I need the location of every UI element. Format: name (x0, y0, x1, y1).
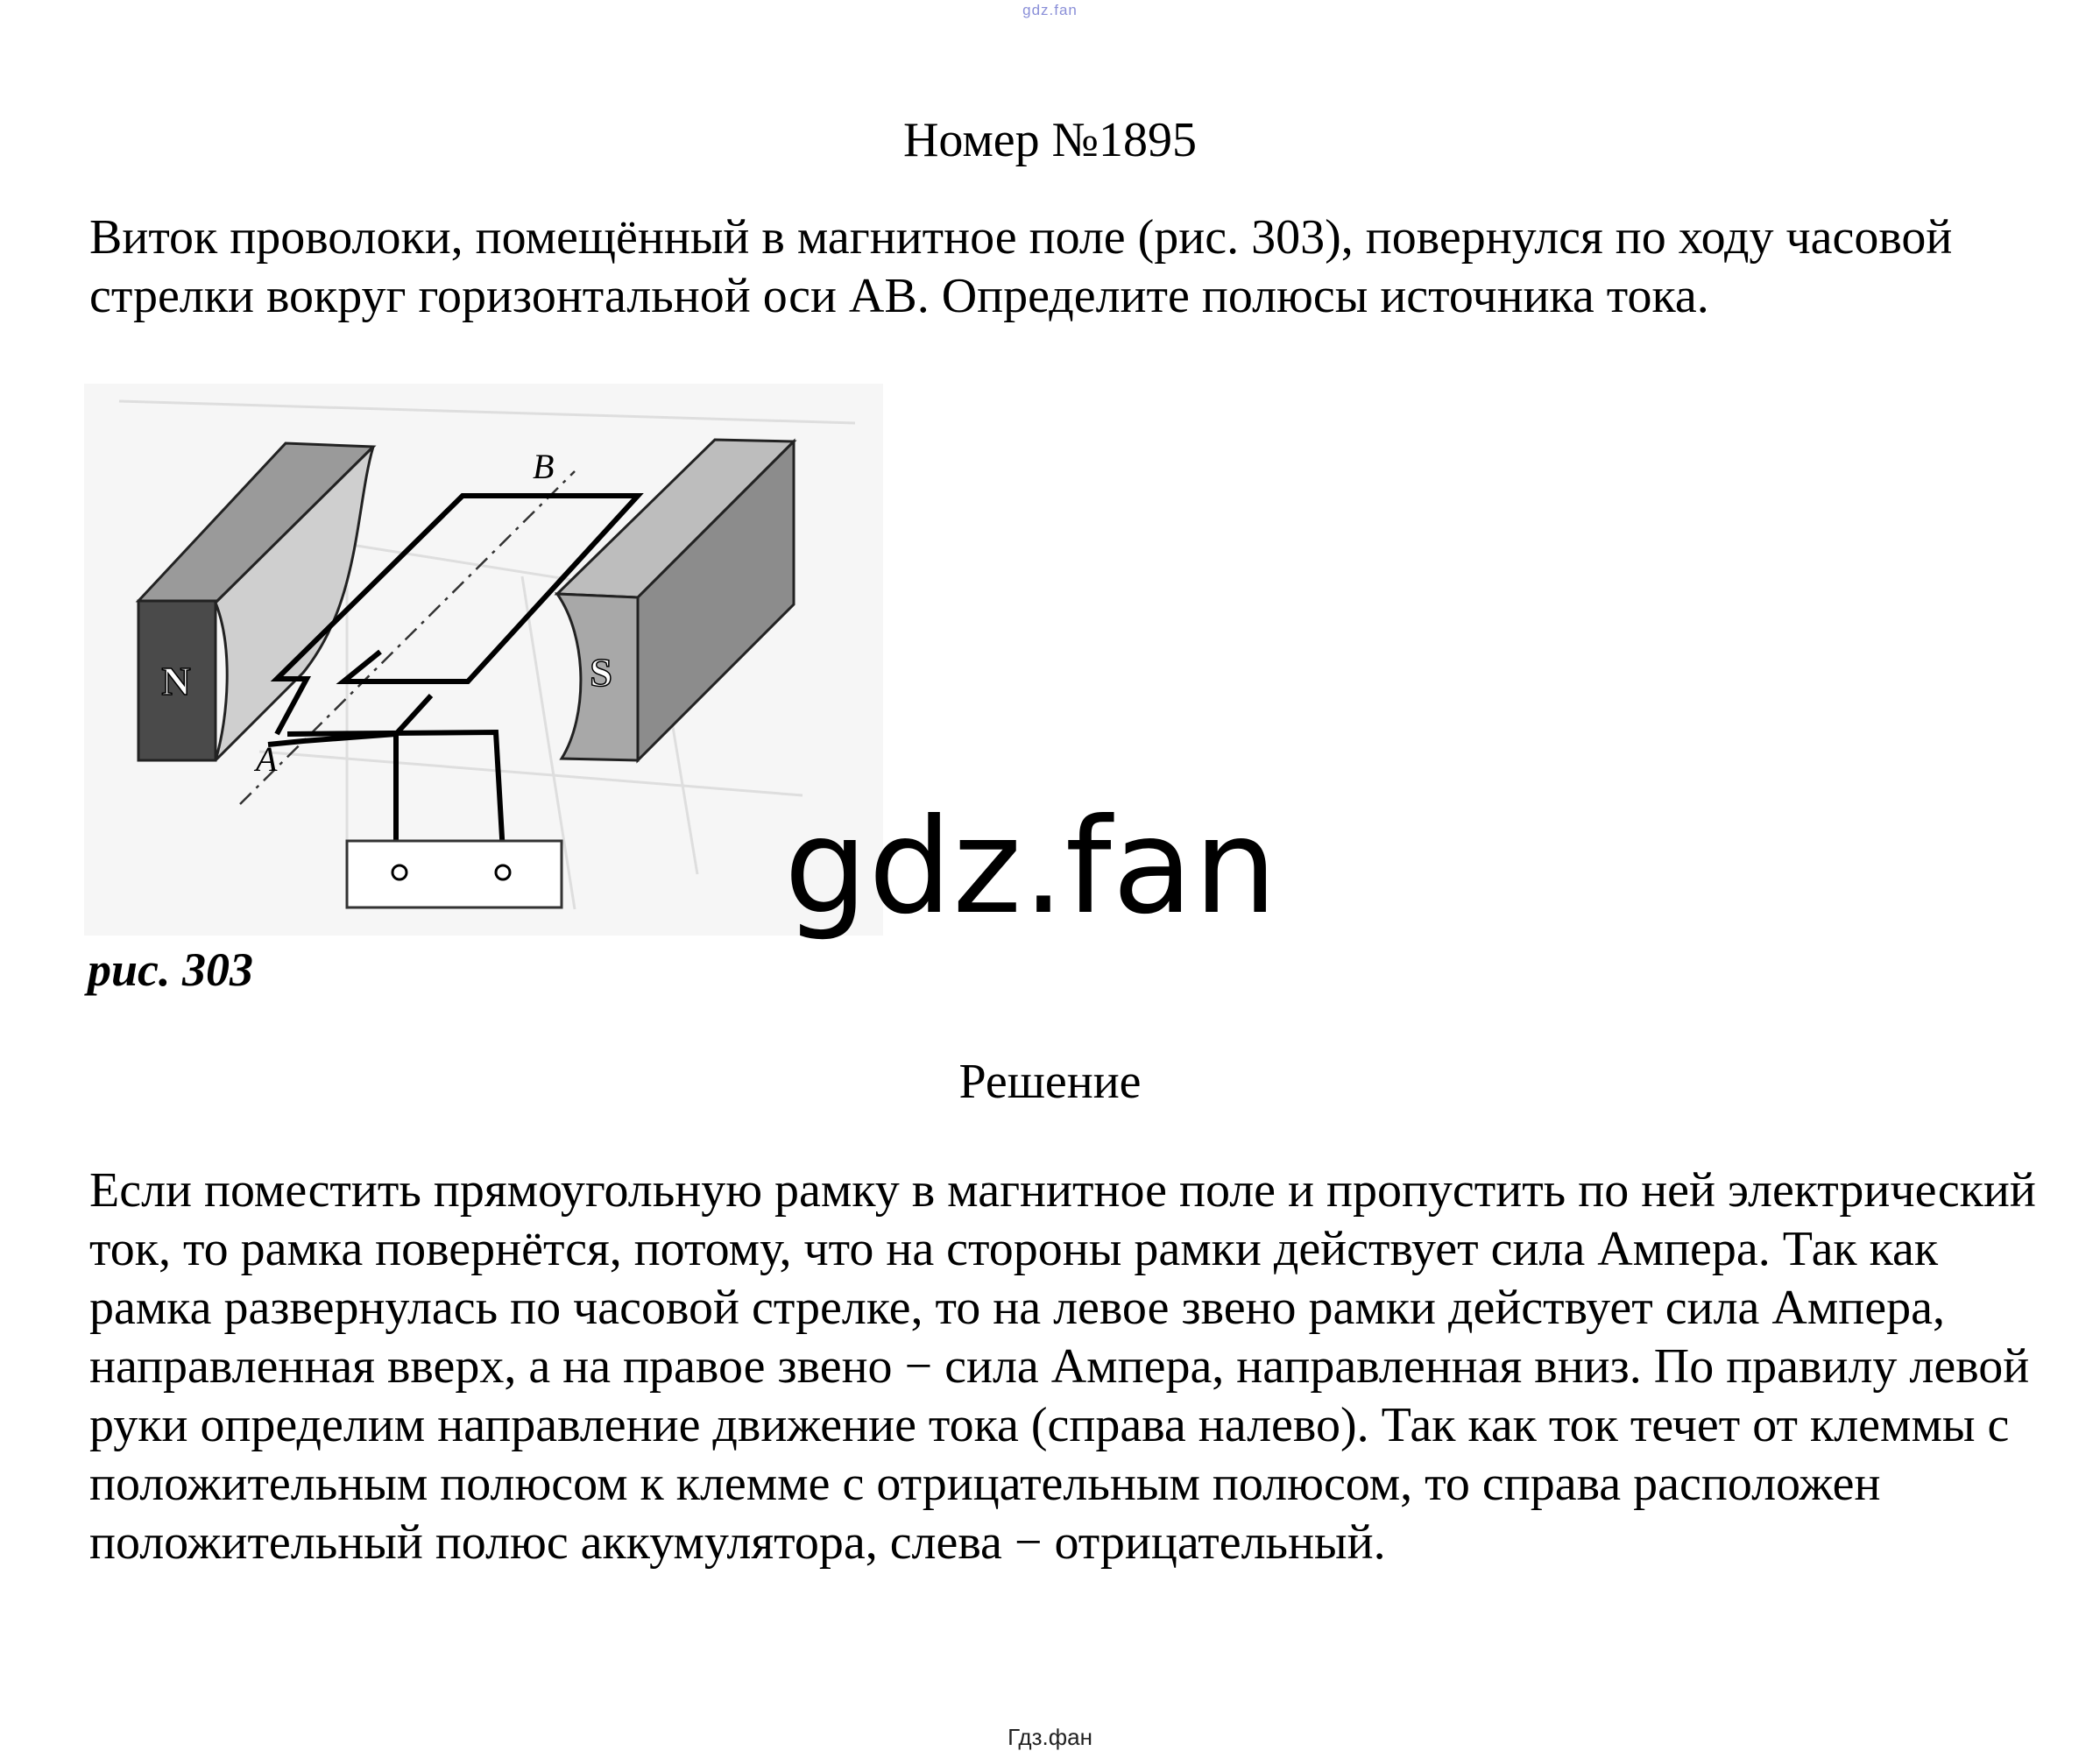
magnet-frame-diagram (84, 384, 883, 936)
north-pole-label: N (161, 659, 191, 703)
gdz-fan-watermark: gdz.fan (784, 791, 1278, 943)
label-a: A (256, 739, 278, 779)
problem-statement: Виток проволоки, помещённый в магнитное поле (рис. 303), повернулся по ходу часовой стрелки вокруг горизонтальной оси АВ. Определите полюсы источника тока. (89, 210, 1953, 323)
right-terminal (496, 865, 510, 879)
page-title: Номер №1895 (902, 113, 1198, 167)
figure-303 (84, 384, 883, 936)
label-b: B (533, 447, 555, 486)
footer-mark: Гдз.фан (1008, 1724, 1092, 1750)
current-source-box (347, 841, 562, 907)
south-pole-label: S (590, 650, 612, 695)
solution-heading: Решение (958, 1055, 1142, 1109)
solution-text: Если поместить прямоугольную рамку в магнитное поле и пропустить по ней электрический ток, то рамка повернётся, потому, что на стороны рамки действует сила Ампера. Так как рамка развернулась по часовой стрелке, то на левое звено рамки действует сила Ампера, направленная вверх, а на правое звено − сила Ампера, направленная вниз. По правилу левой руки определим направление движение тока (справа налево). Так как ток течет от клеммы с положительным полюсом к клемме с отрицательным полюсом, то справа расположен положительный полюс аккумулятора, слева − отрицательный. (89, 1163, 2036, 1570)
figure-caption: рис. 303 (88, 943, 253, 996)
top-watermark: gdz.fan (1022, 2, 1078, 18)
left-terminal (392, 865, 407, 879)
